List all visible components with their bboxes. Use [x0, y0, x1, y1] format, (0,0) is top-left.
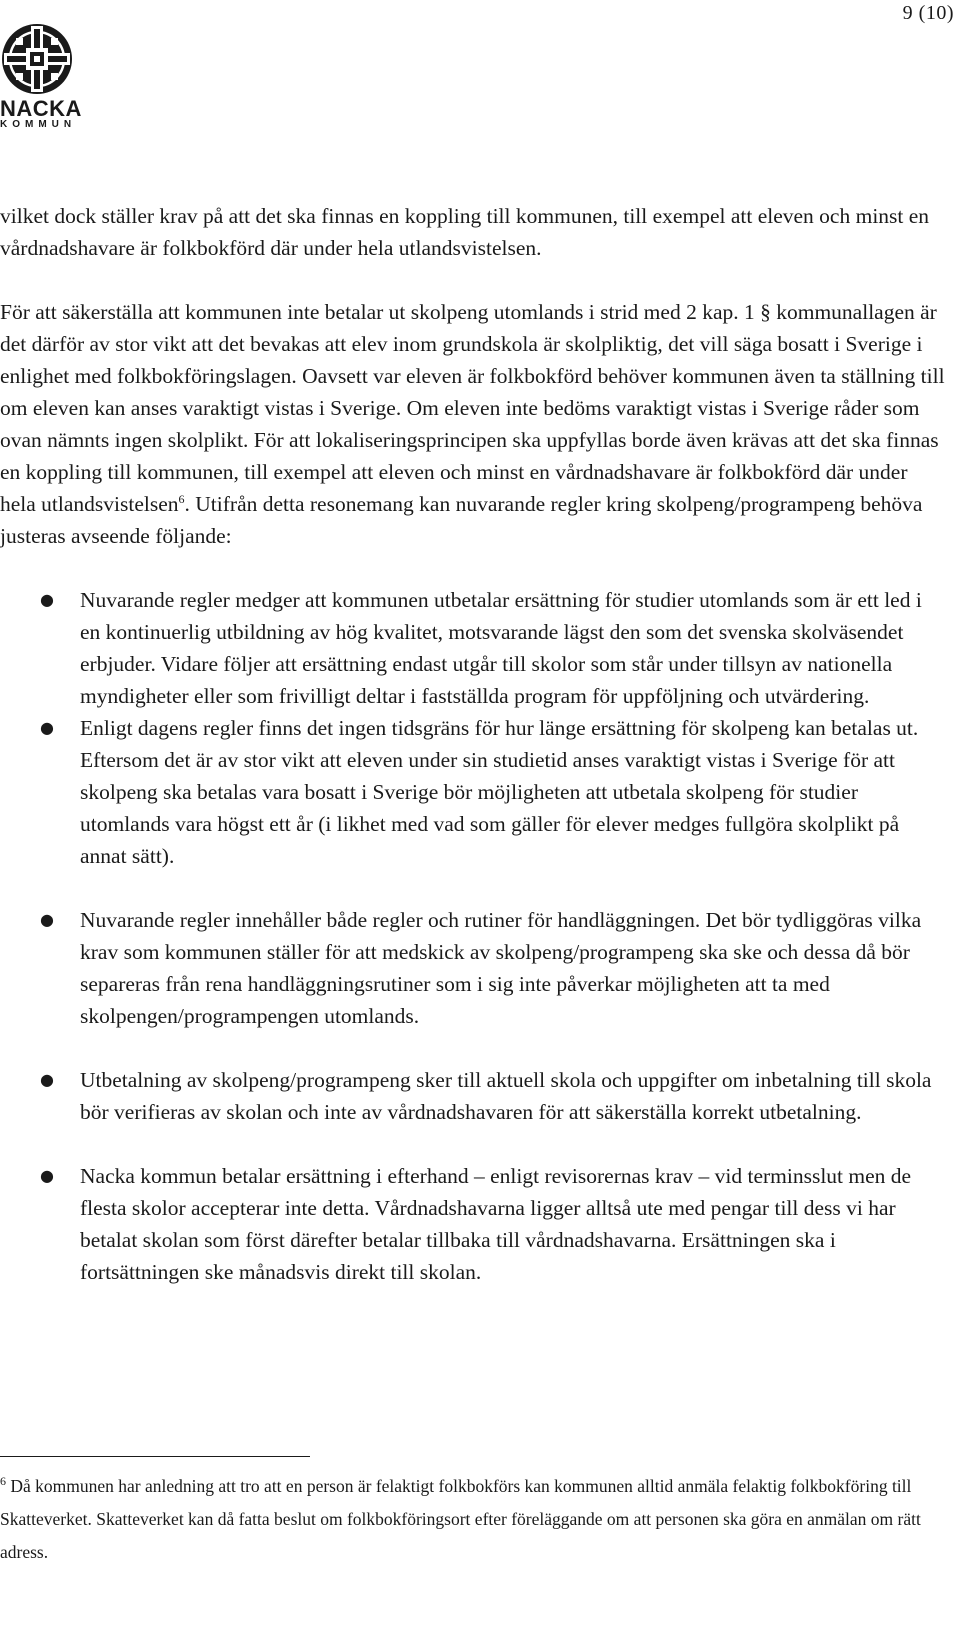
list-item-text: Enligt dagens regler finns det ingen tidsgräns för hur länge ersättning för skolpeng kan betalas ut. Eftersom det är av stor vikt att eleven under sin studietid anses varaktigt vistas i Sverige för att skolpeng ska betalas vara bosatt i Sverige bör möjligheten att utbetala skolpeng för studier utomlands vara högst ett år (i likhet med vad som gäller för elever medges fullgöra skolplikt på annat sätt). — [80, 716, 919, 868]
paragraph-2-text: För att säkerställa att kommunen inte betalar ut skolpeng utomlands i strid med 2 kap. 1 § kommunallagen är det därför av stor vikt att det bevakas att elev inom grundskola är skolpliktig, det vill säga bosatt i Sverige i enlighet med folkbokföringslagen. Oavsett var eleven är folkbokförd behöver kommunen även ta ställning till om eleven kan anses varaktigt vistas i Sverige. Om eleven inte bedöms varaktigt vistas i Sverige råder som ovan nämnts ingen skolplikt. För att lokaliseringsprincipen ska uppfyllas borde även krävas att det ska finnas en koppling till kommunen, till exempel att eleven och minst en vårdnadshavare är folkbokförd där under hela utlandsvistelsen — [0, 300, 945, 516]
list-item — [0, 1160, 945, 1288]
bullet-icon: ● — [40, 1166, 54, 1185]
bullet-icon: ● — [40, 910, 54, 929]
nacka-kommun-logo — [0, 22, 80, 130]
logo-subtitle: KOMMUN — [0, 119, 77, 130]
logo-name: NACKA — [0, 96, 82, 121]
bullet-icon: ● — [40, 718, 54, 737]
list-item-text: Utbetalning av skolpeng/programpeng sker till aktuell skola och uppgifter om inbetalning till skola bör verifieras av skolan och inte av vårdnadshavaren för att säkerställa korrekt utbetalning. — [80, 1068, 932, 1124]
bullet-list — [0, 584, 945, 1288]
page-number: 9 (10) — [902, 2, 954, 24]
document-body — [0, 200, 945, 1288]
list-item — [0, 584, 945, 712]
list-item — [0, 1064, 945, 1128]
list-item-text: Nuvarande regler medger att kommunen utbetalar ersättning för studier utomlands som är ett led i en kontinuerlig utbildning av hög kvalitet, motsvarande lägst den som det svenska skolväsendet erbjuder. Vidare följer att ersättning endast utgår till skolor som står under tillsyn av nationella myndigheter eller som frivilligt deltar i fastställda program för uppföljning och utvärdering. — [80, 588, 922, 708]
footnote-text: Då kommunen har anledning att tro att en person är felaktigt folkbokförs kan kommunen alltid anmäla felaktig folkbokföring till Skatteverket. Skatteverket kan då fatta beslut om folkbokföringsort efter föreläggande om att personen ska göra en anmälan om rätt adress. — [0, 1476, 921, 1562]
footnote-number: 6 — [0, 1474, 6, 1489]
list-item — [0, 712, 945, 872]
footnote — [0, 1470, 945, 1569]
list-item-text: Nuvarande regler innehåller både regler och rutiner för handläggningen. Det bör tydliggöras vilka krav som kommunen ställer för att medskick av skolpeng/programpeng ska ske och dessa då bör separeras från rena handläggningsrutiner som i sig inte påverkar möjligheten att ta med skolpengen/programpengen utomlands. — [80, 908, 922, 1028]
paragraph-2-text-cont: . Utifrån detta resonemang kan nuvarande regler kring skolpeng/programpeng behöva justeras avseende följande: — [0, 492, 923, 548]
paragraph-2 — [0, 296, 945, 552]
footnote-reference: 6 — [178, 491, 185, 506]
nacka-emblem-icon — [0, 22, 74, 96]
list-item-text: Nacka kommun betalar ersättning i efterhand – enligt revisorernas krav – vid terminsslut men de flesta skolor accepterar inte detta. Vårdnadshavarna ligger alltså ute med pengar till dess vi har betalat skolan som först därefter betalar tillbaka till vårdnadshavarna. Ersättningen ska i fortsättningen ske månadsvis direkt till skolan. — [80, 1164, 912, 1284]
footnote-separator — [0, 1456, 310, 1457]
paragraph-1: vilket dock ställer krav på att det ska finnas en koppling till kommunen, till exempel att eleven och minst en vårdnadshavare är folkbokförd där under hela utlandsvistelsen. — [0, 204, 930, 260]
bullet-icon: ● — [40, 1070, 54, 1089]
list-item — [0, 904, 945, 1032]
bullet-icon: ● — [40, 590, 54, 609]
